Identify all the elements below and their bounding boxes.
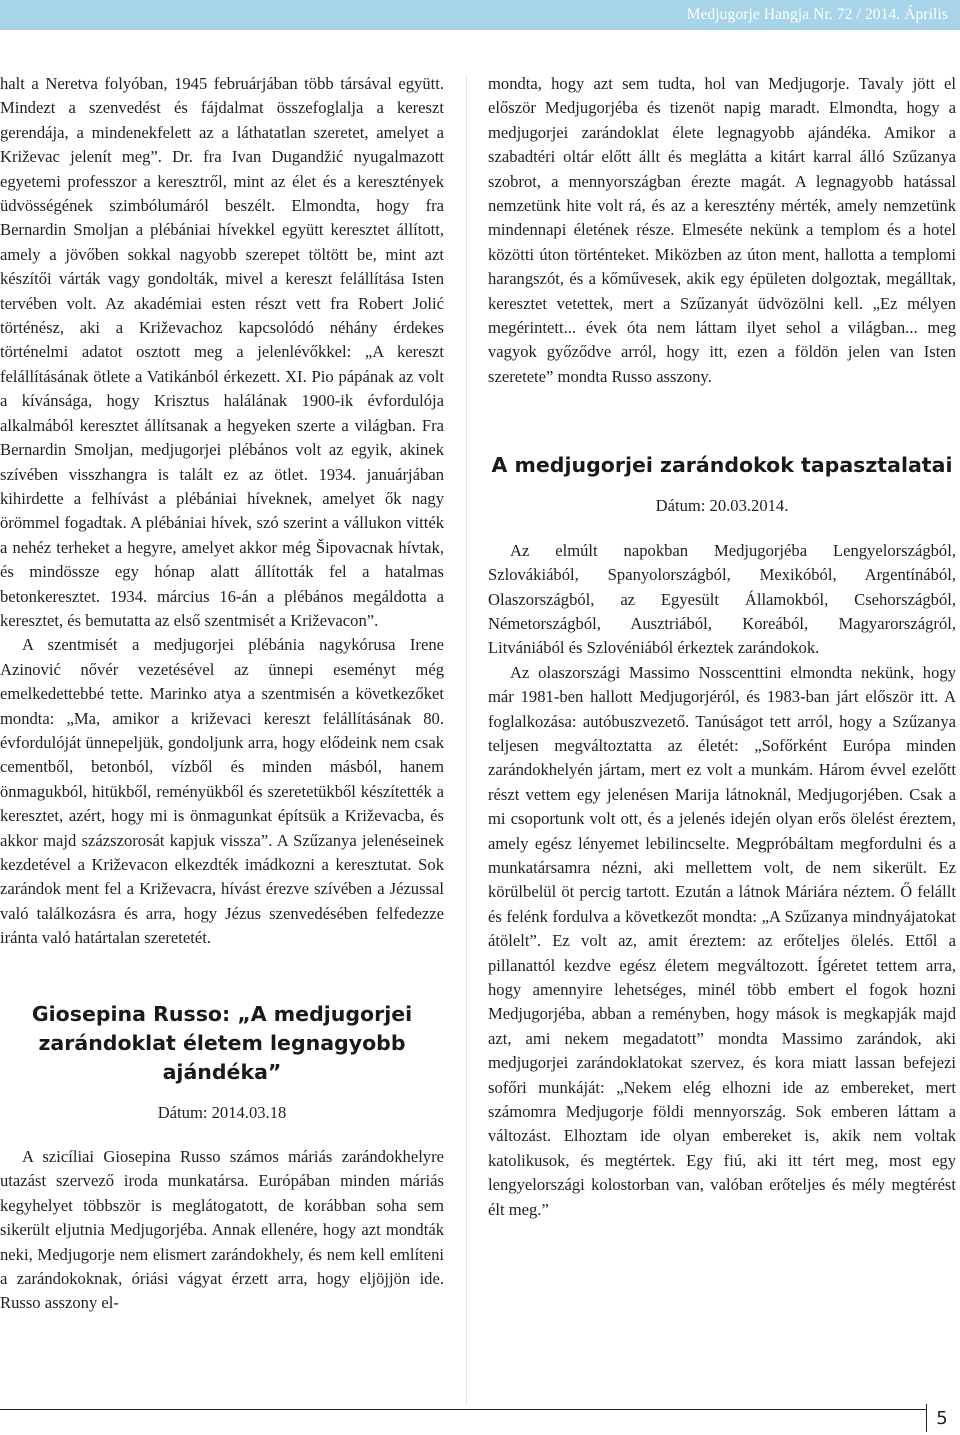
article-paragraph: Az elmúlt napokban Medjugorjéba Lengyelországból, Szlovákiából, Spanyolországból, Mexikóból, Argentínából, Olaszországból, az Egyesült Államokból, Csehországból, Németországból, Ausztriából, Koreából, Magyarországról, Litvániából és Szlovéniából érkeztek zarándokok.: [488, 540, 956, 658]
article-date: Dátum: 20.03.2014.: [655, 496, 789, 516]
column-divider: [466, 75, 467, 1405]
right-column: [488, 72, 956, 1222]
header-bar: [0, 0, 960, 30]
article-paragraph: halt a Neretva folyóban, 1945 februárjában több társával együtt. Mindezt a szenvedést és fájdalmat összefoglalja a kereszt gerendája, a mindenekfelett az a láthatatlan szeretet, amelyet a Križevac jelenít meg”. Dr. fra Ivan Dugandžić nyugalmazott egyetemi professzor a keresztről, mint az élet és a keresztények üdvösségének szimbólumáról beszélt. Elmondta, hogy fra Bernardin Smoljan a plébániai hívekkel együtt keresztet állított, amely a jövőben sokkal nagyobb szerepet töltött be, mint azt készítői várták vagy gondolták, mivel a kereszt felállítása Isten tervében volt. Az akadémiai esten részt vett fra Robert Jolić történész, aki a Križevachoz kapcsolódó néhány érdekes történelmi adatot osztott meg a jelenlévőkkel: „A kereszt felállításának ötlete a Vatikánból érkezett. XI. Pio pápának az volt a kívánsága, hogy Krisztus halálának 1900-ik évfordulója alkalmából keresztet állítsanak a hegyeken szerte a világban. Fra Bernardin Smoljan, medjugorjei plébános volt az egyik, akinek szívében visszhangra is talált ez az ötlet. 1934. januárjában kihirdette a felhívást a plébániai híveknek, amelyet ők nagy örömmel fogadtak. A plébániai hívek, szó szerint a vállukon vitték a nehéz terheket a hegyre, amelyet akkor még Šipovacnak hívtak, és mindössze egy hónap alatt állították fel a hatalmas betonkeresztet. 1934. március 16-án a plébános megáldotta a keresztet, és bemutatta az első szentmisét a Križevacon”.: [0, 74, 444, 630]
article-date: Dátum: 2014.03.18: [157, 1102, 287, 1122]
article-paragraph: Az olaszországi Massimo Nosscenttini elmondta nekünk, hogy már 1981-ben hallott Medjugorjéról, és 1983-ban járt először itt. A foglalkozása: autóbuszvezető. Tanúságot tett arról, hogy a Szűzanya teljesen megváltoztatta az életét: „Sofőrként Európa minden zarándokhelyén jártam, mert ez volt a munkám. Három évvel ezelőtt részt vettem egy jelenésen Marija látnoknál, Medjugorjében. Csak a mi csoportunk volt ott, és a jelenés idején olyan erős ölelést éreztem, amely egész lényemet lebilincselte. Megpróbáltam megfordulni és a munkatársamra nézni, aki mellettem volt, de nem sikerült. Ez körülbelül öt percig tartott. Ezután a látnok Máriára néztem. Ő felállt és felénk fordulva a következőt mondta: „A Szűzanya mindnyájatokat átölelt”. Ez volt az, amit éreztem: az erőteljes ölelés. Ettől a pillanattól kezdve egész életem megváltozott. Ígéretet tettem arra, hogy amennyire lehetséges, minél több embert el fogok hozni Medjugorjéba, abban a reményben, hogy mások is megkapják majd azt, ami nekem megadatott” mondta Massimo zarándok, aki medjugorjei zarándoklatokat szervez, és kora miatt lassan befejezi sofőri munkáját: „Nekem elég elhozni ide az embereket, mert számomra Medjugorje földi mennyország. Sok emberen láttam a változást. Elhoztam ide olyan embereket is, akik nem voltak katolikusok, és megtértek. Egy fiú, aki itt tért meg, most egy lengyelországi kolostorban van, valóban erőteljes és mély megtérést élt meg.”: [488, 662, 956, 1219]
running-title: Medjugorje Hangja Nr. 72 / 2014. Április: [686, 6, 948, 23]
article-paragraph: mondta, hogy azt sem tudta, hol van Medjugorje. Tavaly jött el először Medjugorjéba és tizenöt napig maradt. Elmondta, hogy a medjugorjei zarándoklat élete legnagyobb ajándéka. Amikor a szabadtéri oltár előtt állt és meglátta a kitárt karral álló Szűzanya szobrot, a mennyországban érezte magát. A legnagyobb hatással nemzetünk hite volt rá, és az a keresztény mérték, amely nemzetünk mindennapi életének része. Elmeséte nekünk a templom és a hotel közötti úton történteket. Miközben az úton ment, hallotta a templomi harangszót, és a kőművesek, akik egy épületen dolgoztak, megálltak, keresztet vetettek, mert a Szűzanyát üdvözölni kell. „Ez mélyen megérintett... évek óta nem láttam ilyet sehol a világban... meg vagyok győződve arról, hogy itt, ezen a földön jelen van Isten szeretete” mondta Russo asszony.: [488, 74, 956, 386]
article-heading-pilgrims: A medjugorjei zarándokok tapasztalatai: [491, 453, 953, 478]
article-paragraph: A szicíliai Giosepina Russo számos máriás zarándokhelyre utazást szervező iroda munkatársa. Európában minden máriás kegyhelyet többször is meglátogatott, de korábban soha sem sikerült eljutnia Medjugorjéba. Annak ellenére, hogy azt mondták neki, Medjugorje nem elismert zarándokhely, és nem kell említeni a zarándokoknak, óriási vágyat érzett arra, hogy eljöjjön ide. Russo asszony el-: [0, 1147, 444, 1313]
footer-rule: [0, 1409, 926, 1410]
page-number: 5: [926, 1404, 957, 1432]
article-paragraph: A szentmisét a medjugorjei plébánia nagykórusa Irene Azinović nővér vezetésével az ünnepi eseményt még emelkedettebbé tette. Marinko atya a szentmisén a következőket mondta: „Ma, amikor a križevaci kereszt felállításának 80. évfordulóját ünnepeljük, gondoljunk arra, hogy elődeink nem csak cementből, betonból, vízből és minden másból, hanem önmagukból, hitükből, reményükből és szeretetükből készítették a keresztet, azért, hogy mi is önmagunkat építsük a Križevacba, és akkor majd százszorosát kapjuk vissza”. A Szűzanya jelenéseinek kezdetével a Križevacon elkezdték imádkozni a keresztutat. Sok zarándok ment fel a Križevacra, hívást érezve szívében a Jézussal való találkozásra és arra, hogy Jézus szenvedésében felfedezze iránta való határtalan szeretetét.: [0, 635, 444, 948]
article-heading-russo: Giosepina Russo: „A medjugorjei zarándoklat életem legnagyobb ajándéka”: [31, 1001, 413, 1084]
left-column: [0, 72, 444, 1316]
